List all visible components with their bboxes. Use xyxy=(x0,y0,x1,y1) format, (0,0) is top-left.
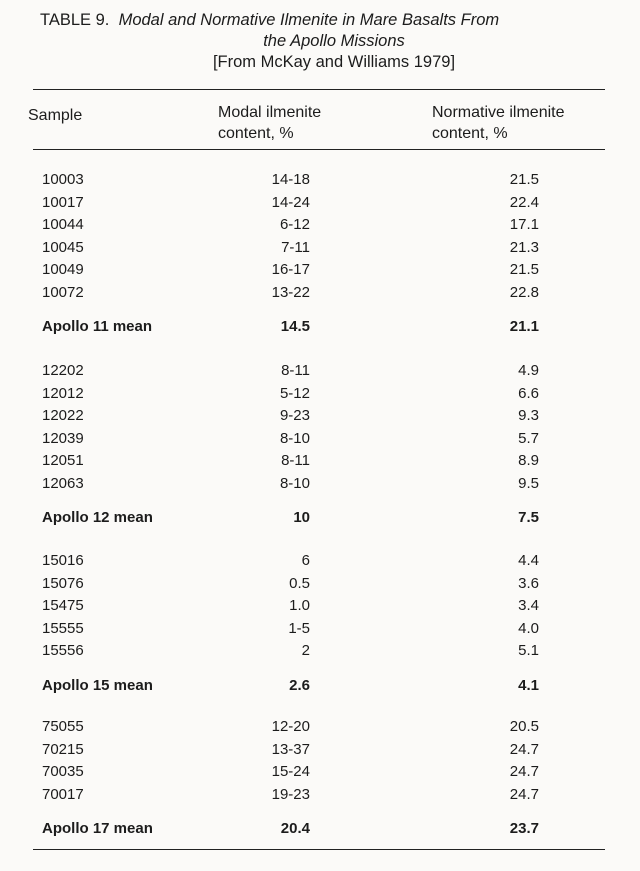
column-header-normative-line-2: content, % xyxy=(432,125,508,142)
table-row xyxy=(0,595,640,617)
mean-row xyxy=(0,818,640,840)
sample-cell: Apollo 12 mean xyxy=(42,509,153,527)
sample-cell: 15076 xyxy=(42,574,84,592)
normative-cell: 24.7 xyxy=(509,785,539,803)
table-row xyxy=(0,739,640,761)
table-row xyxy=(0,550,640,572)
modal-cell: 1-5 xyxy=(288,619,310,637)
sample-cell: 12202 xyxy=(42,362,84,379)
table-title-line-1: Modal and Normative Ilmenite in Mare Basalts From xyxy=(118,11,500,29)
normative-cell: 9.3 xyxy=(518,407,539,425)
normative-cell: 21.5 xyxy=(509,171,539,188)
column-header-modal-line-1: Modal ilmenite xyxy=(218,104,322,121)
sample-cell: 10017 xyxy=(42,193,84,211)
normative-cell: 22.8 xyxy=(509,284,539,301)
table-row xyxy=(0,360,640,382)
normative-cell: 4.1 xyxy=(518,676,539,694)
modal-cell: 19-23 xyxy=(271,785,310,803)
table-title-line-2: the Apollo Missions xyxy=(263,32,405,50)
modal-cell: 8-10 xyxy=(279,429,310,447)
modal-cell: 8-10 xyxy=(279,475,310,492)
normative-cell: 24.7 xyxy=(509,763,539,781)
normative-cell: 21.5 xyxy=(509,261,539,279)
table-row xyxy=(0,450,640,472)
normative-cell: 3.6 xyxy=(518,574,539,592)
normative-cell: 22.4 xyxy=(509,193,539,211)
column-header-modal-line-2: content, % xyxy=(218,125,294,142)
normative-cell: 23.7 xyxy=(509,819,539,837)
table-row xyxy=(0,214,640,236)
sample-cell: 10003 xyxy=(42,171,84,188)
table-row xyxy=(0,428,640,450)
normative-cell: 3.4 xyxy=(518,597,539,615)
table-row xyxy=(0,784,640,806)
modal-cell: 15-24 xyxy=(271,763,310,781)
modal-cell: 12-20 xyxy=(271,718,310,735)
sample-cell: 12039 xyxy=(42,429,84,447)
sample-cell: 10049 xyxy=(42,261,84,279)
modal-cell: 8-11 xyxy=(281,452,310,470)
normative-cell: 4.4 xyxy=(518,552,539,569)
column-header-sample: Sample xyxy=(28,107,83,124)
normative-cell: 4.9 xyxy=(518,362,539,379)
modal-cell: 1.0 xyxy=(289,597,310,615)
normative-cell: 20.5 xyxy=(509,718,539,735)
table-row xyxy=(0,383,640,405)
modal-cell: 7-11 xyxy=(281,238,310,256)
sample-cell: 70215 xyxy=(42,740,84,758)
modal-cell: 6 xyxy=(301,552,310,569)
modal-cell: 6-12 xyxy=(279,216,310,234)
modal-cell: 14-18 xyxy=(271,171,310,188)
table-row xyxy=(0,640,640,662)
sample-cell: 10072 xyxy=(42,284,84,301)
table-row xyxy=(0,259,640,281)
modal-cell: 5-12 xyxy=(279,384,310,402)
sample-cell: 12051 xyxy=(42,452,84,470)
modal-cell: 13-22 xyxy=(271,284,310,301)
normative-cell: 21.3 xyxy=(509,238,539,256)
sample-cell: 10045 xyxy=(42,238,84,256)
modal-cell: 8-11 xyxy=(281,362,310,379)
modal-cell: 13-37 xyxy=(271,740,310,758)
normative-cell: 17.1 xyxy=(509,216,539,234)
modal-cell: 2 xyxy=(301,642,310,660)
table-label: TABLE 9. xyxy=(40,11,110,29)
sample-cell: 15556 xyxy=(42,642,84,660)
modal-cell: 10 xyxy=(293,509,310,527)
normative-cell: 8.9 xyxy=(518,452,539,470)
column-header-normative-line-1: Normative ilmenite xyxy=(432,104,565,121)
modal-cell: 9-23 xyxy=(279,407,310,425)
table-row xyxy=(0,716,640,738)
normative-cell: 7.5 xyxy=(518,509,539,527)
sample-cell: 10044 xyxy=(42,216,84,234)
table-row xyxy=(0,618,640,640)
bottom-rule xyxy=(33,849,605,850)
modal-cell: 2.6 xyxy=(289,676,310,694)
sample-cell: 12012 xyxy=(42,384,84,402)
normative-cell: 9.5 xyxy=(518,475,539,492)
mean-row xyxy=(0,316,640,338)
table-source: [From McKay and Williams 1979] xyxy=(212,53,456,71)
normative-cell: 21.1 xyxy=(509,318,539,336)
modal-cell: 0.5 xyxy=(289,574,310,592)
mean-row xyxy=(0,507,640,529)
modal-cell: 16-17 xyxy=(271,261,310,279)
sample-cell: 15555 xyxy=(42,619,84,637)
table-row xyxy=(0,573,640,595)
modal-cell: 14.5 xyxy=(280,318,310,336)
normative-cell: 24.7 xyxy=(509,740,539,758)
sample-cell: 12022 xyxy=(42,407,84,425)
table-row xyxy=(0,237,640,259)
table-row xyxy=(0,282,640,304)
modal-cell: 14-24 xyxy=(271,193,310,211)
sample-cell: 75055 xyxy=(42,718,84,735)
table-row xyxy=(0,192,640,214)
normative-cell: 5.1 xyxy=(518,642,539,660)
normative-cell: 4.0 xyxy=(518,619,539,637)
normative-cell: 6.6 xyxy=(518,384,539,402)
table-row xyxy=(0,405,640,427)
sample-cell: 15475 xyxy=(42,597,84,615)
sample-cell: 70035 xyxy=(42,763,84,781)
sample-cell: Apollo 11 mean xyxy=(42,318,153,336)
sample-cell: 12063 xyxy=(42,475,84,492)
mean-row xyxy=(0,675,640,697)
sample-cell: Apollo 15 mean xyxy=(42,676,153,694)
sample-cell: 15016 xyxy=(42,552,84,569)
table-row xyxy=(0,761,640,783)
modal-cell: 20.4 xyxy=(280,819,310,837)
sample-cell: Apollo 17 mean xyxy=(42,819,153,837)
table-row xyxy=(0,169,640,191)
table-row xyxy=(0,473,640,495)
sample-cell: 70017 xyxy=(42,785,84,803)
normative-cell: 5.7 xyxy=(518,429,539,447)
